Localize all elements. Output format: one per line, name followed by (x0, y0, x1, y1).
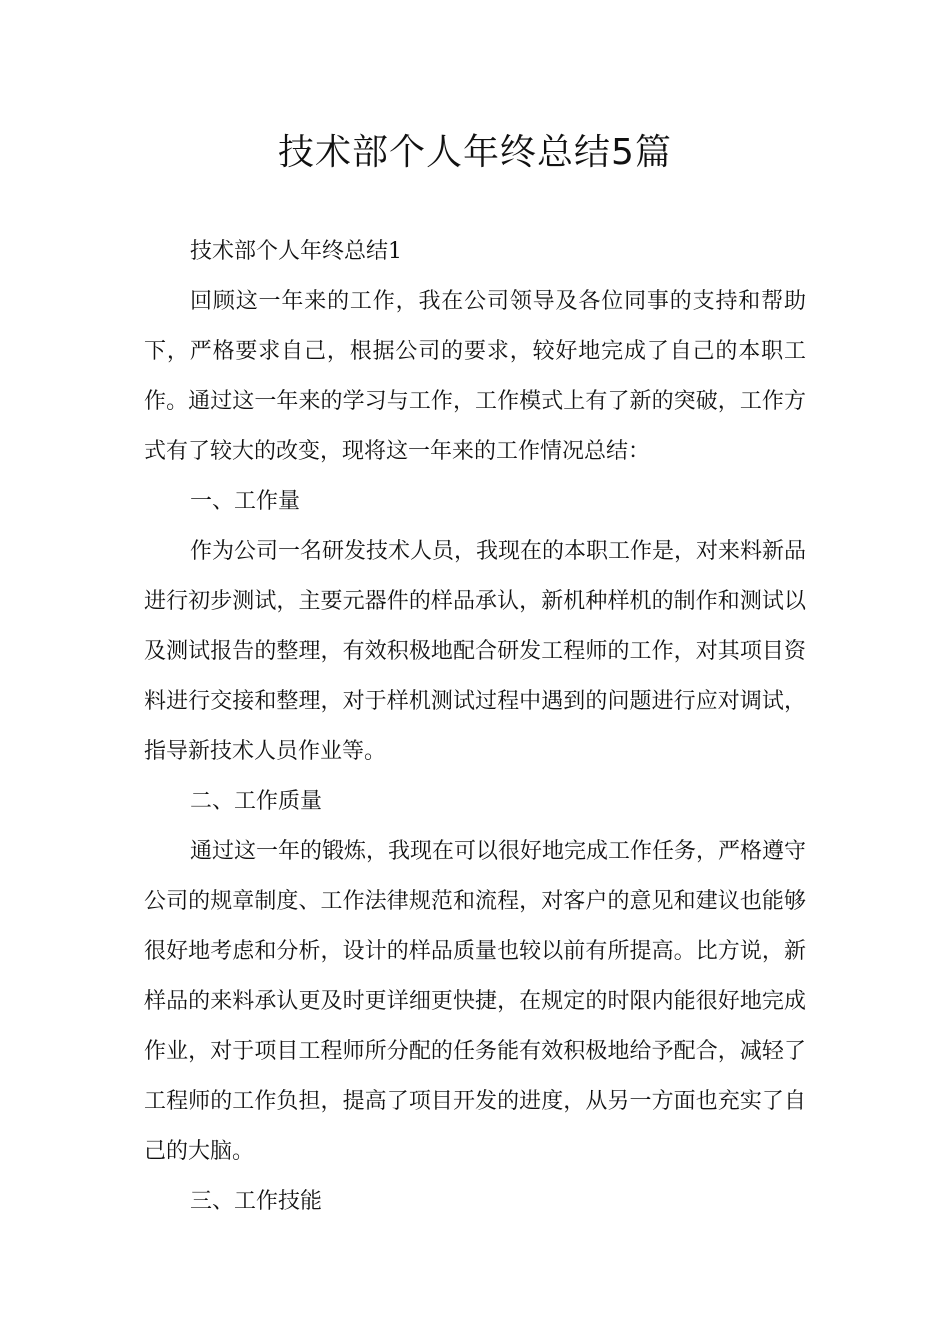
document-title: 技术部个人年终总结5篇 (278, 132, 672, 173)
body-paragraph: 回顾这一年来的工作，我在公司领导及各位同事的支持和帮助下，严格要求自己，根据公司的要求，较好地完成了自己的本职工作。通过这一年来的学习与工作，工作模式上有了新的突破，工作方式有了较大的改变，现将这一年来的工作情况总结： (144, 289, 806, 464)
section-heading: 三、工作技能 (190, 1189, 323, 1214)
body-paragraph: 通过这一年的锻炼，我现在可以很好地完成工作任务，严格遵守公司的规章制度、工作法律规范和流程，对客户的意见和建议也能够很好地考虑和分析，设计的样品质量也较以前有所提高。比方说，新样品的来料承认更及时更详细更快捷，在规定的时限内能很好地完成作业，对于项目工程师所分配的任务能有效积极地给予配合，减轻了工程师的工作负担，提高了项目开发的进度，从另一方面也充实了自己的大脑。 (144, 839, 807, 1164)
section-heading: 二、工作质量 (190, 789, 323, 814)
body-paragraph: 作为公司一名研发技术人员，我现在的本职工作是，对来料新品进行初步测试，主要元器件的样品承认，新机种样机的制作和测试以及测试报告的整理，有效积极地配合研发工程师的工作，对其项目资料进行交接和整理，对于样机测试过程中遇到的问题进行应对调试，指导新技术人员作业等。 (144, 539, 807, 764)
document-body (144, 227, 806, 1227)
section-heading: 一、工作量 (190, 489, 301, 514)
section-heading: 技术部个人年终总结1 (190, 239, 402, 264)
